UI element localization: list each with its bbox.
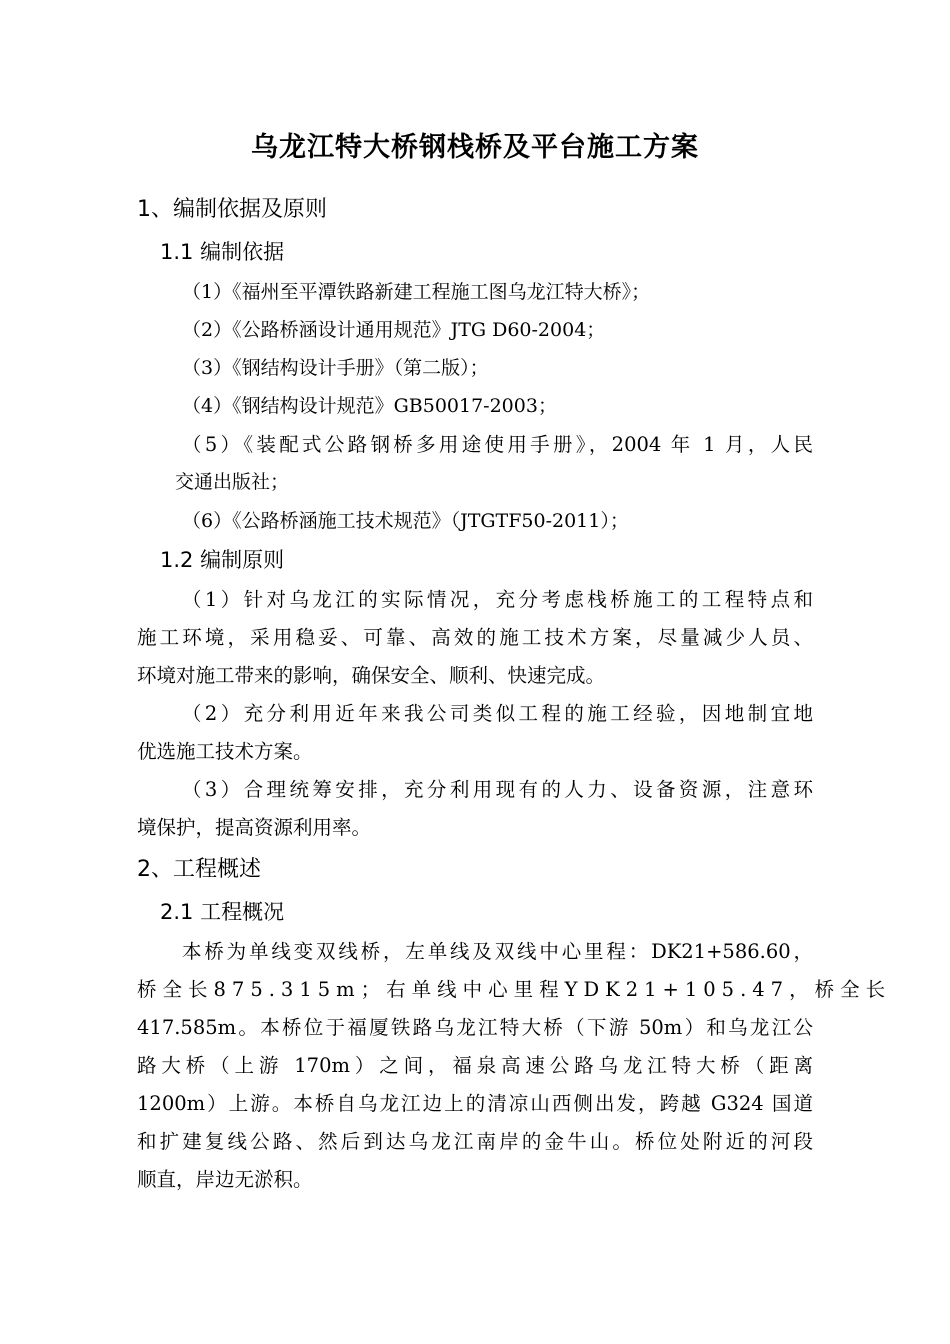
overview-line-4: 路大桥（上游 170m）之间，福泉高速公路乌龙江特大桥（距离 — [137, 1054, 813, 1077]
overview-line-6: 和扩建复线公路、然后到达乌龙江南岸的金牛山。桥位处附近的河段 — [137, 1130, 813, 1153]
basis-item-4: （4）《钢结构设计规范》GB50017-2003； — [182, 395, 557, 417]
section-1-1-heading: 1.1 编制依据 — [160, 240, 285, 264]
overview-line-5: 1200m）上游。本桥自乌龙江边上的清凉山西侧出发，跨越 G324 国道 — [137, 1092, 813, 1115]
principle-2-line-2: 优选施工技术方案。 — [137, 740, 313, 763]
overview-line-2: 桥全长875.315m；右单线中心里程YDK21+105.47，桥全长 — [137, 978, 892, 1001]
basis-item-5-continued: 交通出版社； — [175, 471, 290, 493]
basis-item-2: （2）《公路桥涵设计通用规范》JTG D60-2004； — [182, 319, 606, 341]
principle-1-line-1: （1）针对乌龙江的实际情况，充分考虑栈桥施工的工程特点和 — [182, 588, 813, 611]
section-2-heading: 2、工程概述 — [137, 857, 261, 882]
basis-item-5: （5）《装配式公路钢桥多用途使用手册》，2004 年 1 月，人民 — [182, 433, 813, 456]
section-1-heading: 1、编制依据及原则 — [137, 197, 327, 222]
section-2-1-heading: 2.1 工程概况 — [160, 900, 285, 924]
principle-1-line-3: 环境对施工带来的影响，确保安全、顺利、快速完成。 — [137, 664, 606, 687]
document-title: 乌龙江特大桥钢栈桥及平台施工方案 — [251, 132, 699, 163]
principle-3-line-2: 境保护，提高资源利用率。 — [137, 816, 372, 839]
principle-2-line-1: （2）充分利用近年来我公司类似工程的施工经验，因地制宜地 — [182, 702, 813, 725]
overview-line-3: 417.585m。本桥位于福厦铁路乌龙江特大桥（下游 50m）和乌龙江公 — [137, 1016, 813, 1039]
overview-line-7: 顺直，岸边无淤积。 — [137, 1168, 313, 1191]
basis-item-1: （1）《福州至平潭铁路新建工程施工图乌龙江特大桥》； — [182, 281, 651, 303]
overview-line-1: 本桥为单线变双线桥，左单线及双线中心里程：DK21+586.60， — [182, 940, 813, 963]
section-1-2-heading: 1.2 编制原则 — [160, 548, 285, 572]
principle-1-line-2: 施工环境，采用稳妥、可靠、高效的施工技术方案，尽量减少人员、 — [137, 626, 813, 649]
basis-item-6: （6）《公路桥涵施工技术规范》（JTGTF50-2011）； — [182, 510, 629, 532]
principle-3-line-1: （3）合理统筹安排，充分利用现有的人力、设备资源，注意环 — [182, 778, 813, 801]
basis-item-3: （3）《钢结构设计手册》（第二版）； — [182, 357, 489, 379]
